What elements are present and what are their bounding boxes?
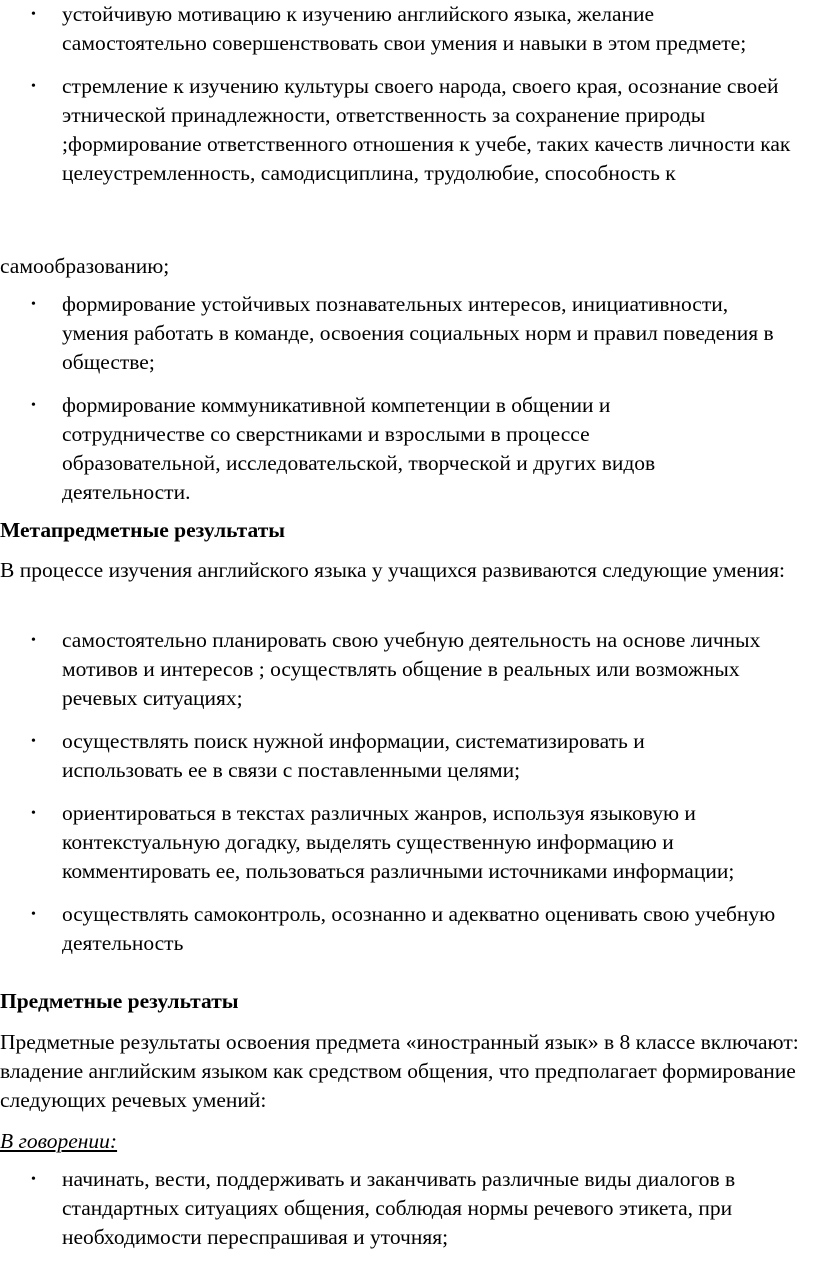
list-item xyxy=(0,626,802,713)
list-item-text: самостоятельно планировать свою учебную деятельность на основе личных мотивов и интересов ; осуществлять общение в реальных или возможных речевых ситуациях; xyxy=(62,628,761,710)
list-item xyxy=(0,72,816,188)
list-item-text: осуществлять самоконтроль, осознанно и адекватно оценивать свою учебную деятельность xyxy=(62,902,776,955)
list-item-text: осуществлять поиск нужной информации, систематизировать и использовать ее в связи с поставленными целями; xyxy=(62,729,645,782)
bullet-icon: • xyxy=(31,633,36,648)
bullet-list-metasubject xyxy=(0,626,816,958)
section-heading-subject: Предметные результаты xyxy=(0,989,239,1013)
list-item-text: начинать, вести, поддерживать и заканчивать различные виды диалогов в стандартных ситуациях общения, соблюдая нормы речевого этикета, при необходимости переспрашивая и уточняя; xyxy=(62,1167,736,1249)
list-item-text: стремление к изучению культуры своего народа, своего края, осознание своей этнической принадлежности, ответственность за сохранение природы ;формирование ответственного отношения к учебе, таких качеств личности как целеустремленность, самодисциплина, трудолюбие, способность к xyxy=(62,74,791,185)
bullet-icon: • xyxy=(31,7,36,22)
bullet-icon: • xyxy=(31,79,36,94)
list-item-text: формирование устойчивых познавательных интересов, инициативности, умения работать в команде, освоения социальных норм и правил поведения в обществе; xyxy=(62,292,774,374)
list-item-text: формирование коммуникативной компетенции в общении и сотрудничестве со сверстниками и взрослыми в процессе образовательной, исследовательской, творческой и других видов деятельности. xyxy=(62,393,656,504)
bullet-icon: • xyxy=(31,806,36,821)
list-item xyxy=(0,0,782,58)
bullet-icon: • xyxy=(31,907,36,922)
list-item xyxy=(0,1165,816,1252)
list-item-text: ориентироваться в текстах различных жанров, используя языковую и контекстуальную догадку, выделять существенную информацию и комментировать ее, пользоваться различными источниками информации; xyxy=(62,801,735,883)
speaking-label xyxy=(0,1127,816,1156)
bullet-list-personal-1 xyxy=(0,0,816,188)
list-item xyxy=(0,290,782,377)
continuation-text: самообразованию; xyxy=(0,254,170,278)
subject-intro: Предметные результаты освоения предмета «иностранный язык» в 8 классе включают: владение английским языком как средством общения, что предполагает формирование следующих речевых умений: xyxy=(0,1030,799,1112)
list-item-text: устойчивую мотивацию к изучению английского языка, желание самостоятельно совершенствовать свои умения и навыки в этом предмете; xyxy=(62,2,747,55)
metasubject-intro: В процессе изучения английского языка у учащихся развиваются следующие умения: xyxy=(0,558,786,582)
bullet-icon: • xyxy=(31,734,36,749)
list-item xyxy=(0,799,802,886)
list-item xyxy=(0,900,802,958)
list-item xyxy=(0,391,752,507)
bullet-list-speaking xyxy=(0,1165,816,1252)
bullet-icon: • xyxy=(31,1172,36,1187)
speaking-label-text: В говорении: xyxy=(0,1129,118,1153)
section-heading-metasubject: Метапредметные результаты xyxy=(0,518,286,542)
bullet-icon: • xyxy=(31,398,36,413)
bullet-list-personal-2 xyxy=(0,290,816,507)
bullet-icon: • xyxy=(31,297,36,312)
list-item xyxy=(0,727,762,785)
